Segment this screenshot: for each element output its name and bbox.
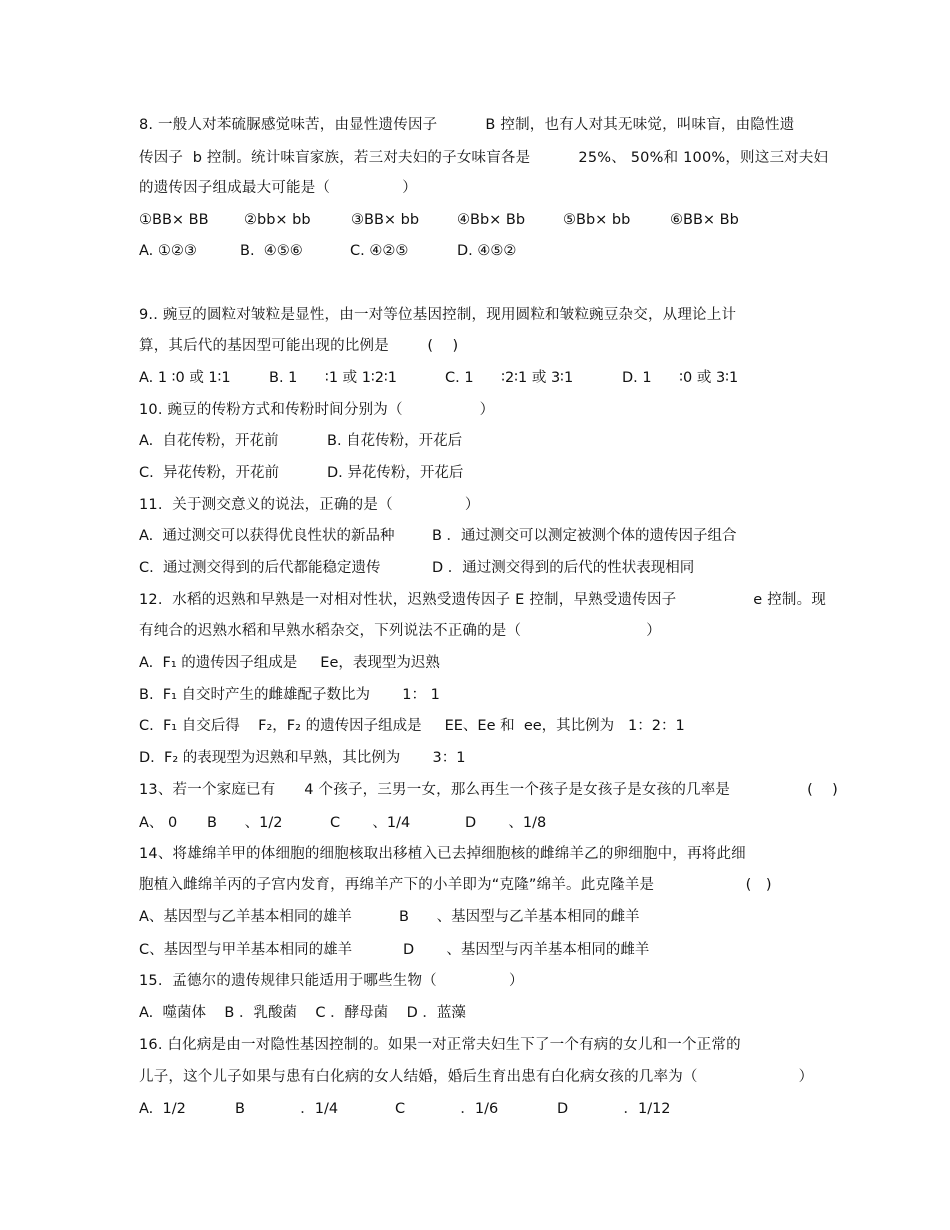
q11-stem: 11. 关于测交意义的说法，正确的是（ ） [139, 497, 480, 513]
q8-line-3: 的遗传因子组成最大可能是（ ） [139, 180, 417, 196]
q14-line-1: 14、将雄绵羊甲的体细胞的细胞核取出移植入已去掉细胞核的雌绵羊乙的卵细胞中，再将此细 [139, 846, 746, 862]
q8-combo-6: ⑥BB× Bb [670, 212, 739, 228]
q9-option-c: C. 1 ∶2∶1 或 3∶1 [445, 370, 574, 386]
q14-option-c: C、基因型与甲羊基本相同的雄羊 [139, 942, 353, 958]
q8-combo-2: ②bb× bb [244, 212, 311, 228]
q12-line-1: 12. 水稻的迟熟和早熟是一对相对性状，迟熟受遗传因子 E 控制，早熟受遗传因子 e 控制。现 [139, 592, 827, 608]
q14-option-b: B 、基因型与乙羊基本相同的雌羊 [399, 909, 640, 925]
q8-line-2: 传因子 b 控制。统计味盲家族，若三对夫妇的子女味盲各是 25%、 50%和 100%，则这三对夫妇 [139, 150, 829, 166]
q8-option-c: C. ④②⑤ [350, 243, 409, 259]
q10-stem: 10. 豌豆的传粉方式和传粉时间分别为（ ） [139, 402, 495, 418]
q9-line-1: 9.. 豌豆的圆粒对皱粒是显性，由一对等位基因控制，现用圆粒和皱粒豌豆杂交，从理论上计 [139, 307, 737, 323]
q11-option-a: A. 通过测交可以获得优良性状的新品种 [139, 528, 395, 544]
q8-line-1: 8. 一般人对苯硫脲感觉味苦，由显性遗传因子 B 控制，也有人对其无味觉，叫味盲，由隐性遗 [139, 117, 795, 133]
q10-option-d: D. 异花传粉，开花后 [327, 465, 464, 481]
q15-options: A. 噬菌体 B ．乳酸菌 C ．酵母菌 D ．蓝藻 [139, 1005, 466, 1021]
q8-option-d: D. ④⑤② [457, 243, 517, 259]
q8-combo-4: ④Bb× Bb [457, 212, 526, 228]
q10-option-a: A. 自花传粉，开花前 [139, 433, 279, 449]
q13-option-c: C 、1/4 [330, 815, 411, 831]
q14-line-2: 胞植入雌绵羊丙的子宫内发育，再绵羊产下的小羊即为“克隆”绵羊。此克隆羊是 ( ) [139, 877, 772, 893]
q16-option-d: D ．1/12 [557, 1101, 671, 1117]
q13-option-d: D 、1/8 [465, 815, 547, 831]
q12-option-a: A. F₁ 的遗传因子组成是 Ee，表现型为迟熟 [139, 655, 440, 671]
q12-option-d: D. F₂ 的表现型为迟熟和早熟，其比例为 3：1 [139, 750, 466, 766]
q16-line-1: 16. 白化病是由一对隐性基因控制的。如果一对正常夫妇生下了一个有病的女儿和一个正常的 [139, 1037, 741, 1053]
q15-stem: 15. 孟德尔的遗传规律只能适用于哪些生物（ ） [139, 973, 524, 989]
q9-option-d: D. 1 ∶0 或 3∶1 [622, 370, 739, 386]
q8-combo-3: ③BB× bb [351, 212, 420, 228]
q12-option-c: C. F₁ 自交后得 F₂，F₂ 的遗传因子组成是 EE、Ee 和 ee，其比例为 1：2：1 [139, 718, 685, 734]
q16-option-c: C ．1/6 [395, 1101, 499, 1117]
q12-line-2: 有纯合的迟熟水稻和早熟水稻杂交，下列说法不正确的是（ ） [139, 623, 661, 639]
q13-stem: 13、若一个家庭已有 4 个孩子，三男一女，那么再生一个孩子是女孩子是女孩的几率是 ( ) [139, 782, 839, 798]
q9-option-b: B. 1 ∶1 或 1∶2∶1 [269, 370, 397, 386]
q14-option-d: D 、基因型与丙羊基本相同的雌羊 [403, 942, 650, 958]
q12-option-b: B. F₁ 自交时产生的雌雄配子数比为 1： 1 [139, 687, 440, 703]
q16-option-a: A. 1/2 [139, 1101, 186, 1117]
q11-option-d: D ．通过测交得到的后代的性状表现相同 [432, 560, 695, 576]
q14-option-a: A、基因型与乙羊基本相同的雄羊 [139, 909, 352, 925]
q9-option-a: A. 1 ∶0 或 1∶1 [139, 370, 231, 386]
q9-line-2: 算，其后代的基因型可能出现的比例是 ( ) [139, 338, 459, 354]
q11-option-b: B ．通过测交可以测定被测个体的遗传因子组合 [432, 528, 737, 544]
q8-combo-5: ⑤Bb× bb [563, 212, 631, 228]
q8-combo-1: ①BB× BB [139, 212, 209, 228]
q13-option-b: B 、1/2 [207, 815, 283, 831]
q8-option-b: B. ④⑤⑥ [240, 243, 303, 259]
q13-option-a: A、 0 [139, 815, 178, 831]
q16-option-b: B ．1/4 [235, 1101, 339, 1117]
q11-option-c: C. 通过测交得到的后代都能稳定遗传 [139, 560, 381, 576]
q10-option-b: B. 自花传粉，开花后 [327, 433, 463, 449]
q8-option-a: A. ①②③ [139, 243, 197, 259]
q16-line-2: 儿子，这个儿子如果与患有白化病的女人结婚，婚后生育出患有白化病女孩的几率为（ ） [139, 1069, 814, 1085]
q10-option-c: C. 异花传粉，开花前 [139, 465, 279, 481]
